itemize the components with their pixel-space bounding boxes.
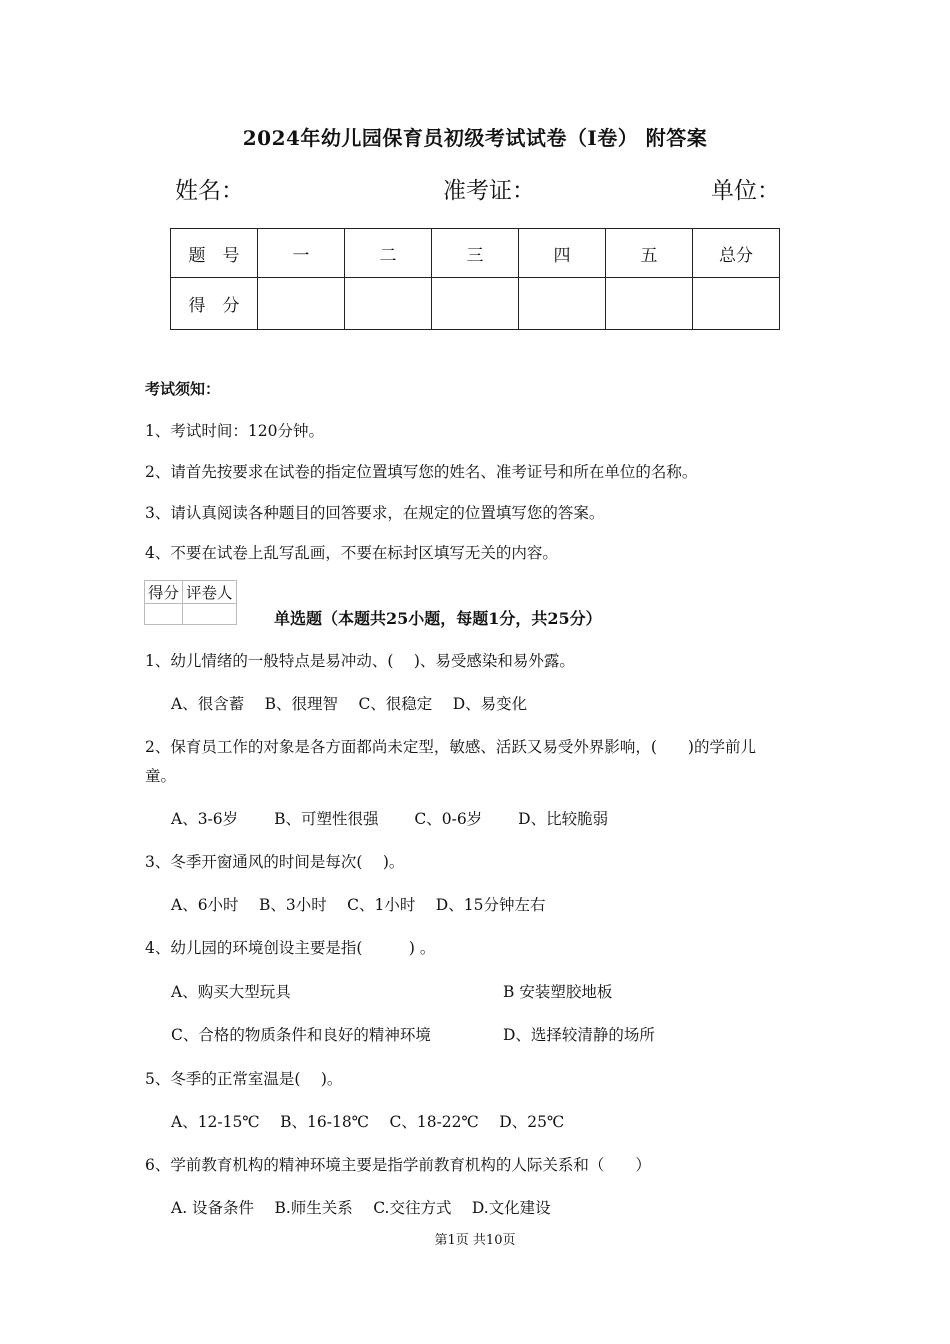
score-cell <box>258 278 345 330</box>
question-stem: 6、学前教育机构的精神环境主要是指学前教育机构的人际关系和（ ） <box>145 1156 651 1174</box>
score-table-score-row <box>171 278 780 330</box>
question-options: A. 设备条件 B.师生关系 C.交往方式 D.文化建设 <box>171 1199 551 1217</box>
exam-id-field-label: 准考证： <box>443 178 535 204</box>
section-title: 单选题（本题共25小题，每题1分，共25分） <box>274 609 602 628</box>
question-stem: 5、冬季的正常室温是( )。 <box>145 1070 343 1088</box>
unit-field-label: 单位： <box>711 178 780 204</box>
notice-item: 1、考试时间：120分钟。 <box>145 422 324 440</box>
notice-heading: 考试须知： <box>145 380 221 398</box>
column-header-4: 四 <box>519 229 606 278</box>
page-title: 2024年幼儿园保育员初级考试试卷（I卷） 附答案 <box>242 126 708 150</box>
column-header-total: 总分 <box>693 229 780 278</box>
page-footer: 第1页 共10页 <box>434 1233 516 1248</box>
question-stem: 4、幼儿园的环境创设主要是指( ) 。 <box>145 939 436 957</box>
grader-box <box>144 580 237 625</box>
score-cell <box>519 278 606 330</box>
row-label-score: 得 分 <box>171 278 258 330</box>
question-stem-continuation: 童。 <box>145 767 177 785</box>
notice-item: 3、请认真阅读各种题目的回答要求，在规定的位置填写您的答案。 <box>145 504 605 522</box>
question-option: D、选择较清静的场所 <box>503 1026 655 1044</box>
question-stem: 3、冬季开窗通风的时间是每次( )。 <box>145 853 405 871</box>
column-header-5: 五 <box>606 229 693 278</box>
name-field-label: 姓名： <box>175 178 244 204</box>
grader-reviewer-cell <box>183 604 237 625</box>
question-options: A、3-6岁 B、可塑性很强 C、0-6岁 D、比较脆弱 <box>171 810 609 828</box>
question-options: A、6小时 B、3小时 C、1小时 D、15分钟左右 <box>171 896 546 914</box>
column-header-2: 二 <box>345 229 432 278</box>
notice-item: 2、请首先按要求在试卷的指定位置填写您的姓名、准考证号和所在单位的名称。 <box>145 463 698 481</box>
score-table-header-row <box>171 229 780 278</box>
question-options: A、很含蓄 B、很理智 C、很稳定 D、易变化 <box>171 695 528 713</box>
column-header-1: 一 <box>258 229 345 278</box>
question-stem: 2、保育员工作的对象是各方面都尚未定型，敏感、活跃又易受外界影响，( )的学前儿 <box>145 738 756 756</box>
row-label-question-number: 题 号 <box>171 229 258 278</box>
question-options: A、12-15℃ B、16-18℃ C、18-22℃ D、25℃ <box>171 1113 565 1131</box>
question-option: A、购买大型玩具 <box>171 983 291 1001</box>
column-header-3: 三 <box>432 229 519 278</box>
question-option: B 安装塑胶地板 <box>503 983 613 1001</box>
score-cell <box>432 278 519 330</box>
grader-score-label: 得分 <box>145 581 183 604</box>
score-cell <box>345 278 432 330</box>
question-option: C、合格的物质条件和良好的精神环境 <box>171 1026 431 1044</box>
score-table <box>170 228 780 330</box>
notice-item: 4、不要在试卷上乱写乱画，不要在标封区填写无关的内容。 <box>145 544 558 562</box>
grader-score-cell <box>145 604 183 625</box>
question-stem: 1、幼儿情绪的一般特点是易冲动、( )、易受感染和易外露。 <box>145 652 575 670</box>
score-cell <box>606 278 693 330</box>
grader-reviewer-label: 评卷人 <box>183 581 237 604</box>
score-cell <box>693 278 780 330</box>
